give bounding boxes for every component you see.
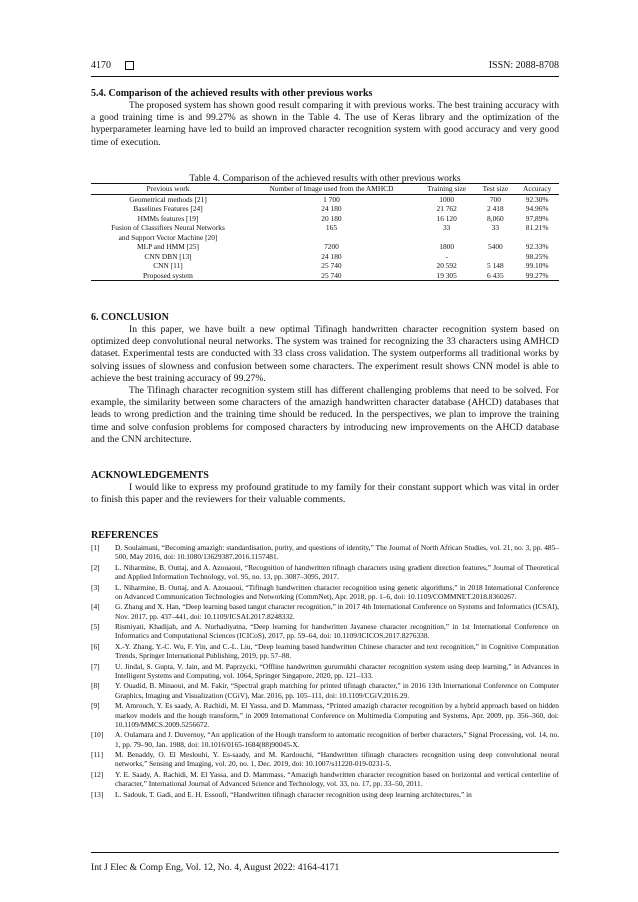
table-cell: 94.96%: [525, 204, 549, 213]
conclusion-heading: 6. CONCLUSION: [91, 312, 169, 323]
table-cell: 97,89%: [525, 213, 549, 223]
reference-text: M. Benaddy, O. El Meslouhi, Y. Es-saady, and M. Kardouchi, “Handwritten tifinagh characters recognition using deep convolutional neural networks,” Sensing and Imaging, vol. 20, no. 1, Dec. 2019, doi: 10.1007/s11220-019-0231-5.: [115, 750, 559, 769]
table-cell: 2 418: [487, 204, 504, 213]
table-cell: [515, 233, 559, 243]
conclusion-body: [91, 324, 559, 446]
table-caption: Table 4. Comparison of the achieved results with other previous works: [189, 173, 461, 184]
table-cell: 92.33%: [525, 242, 549, 251]
table-cell: Proposed system: [91, 271, 245, 281]
reference-number: [7]: [91, 661, 100, 671]
table-cell: 24 180: [321, 204, 342, 213]
table-cell: 98.25%: [525, 251, 549, 261]
comparison-table: [91, 183, 559, 281]
reference-item: [91, 662, 559, 681]
table-cell: 5 148: [487, 261, 504, 270]
table-cell: Baselines Features [24]: [133, 204, 203, 213]
reference-number: [8]: [91, 681, 100, 691]
table-cell: 25 740: [245, 271, 418, 281]
reference-number: [13]: [91, 789, 104, 799]
table-cell: [245, 233, 418, 243]
reference-number: [12]: [91, 769, 104, 779]
table-cell: 7200: [324, 242, 339, 251]
column-header: Accuracy: [515, 184, 559, 195]
reference-text: A. Oulamara and J. Duvernoy, “An application of the Hough transform to automatic recognition of berber characters,” Signal Processing, vol. 14, no. 1, pp. 79–90, Jan. 1988, doi: 10.1016/0165-1684(88)90045-X.: [115, 730, 559, 749]
table-cell: HMMs features [19]: [137, 213, 199, 223]
table-cell: 16 120: [436, 213, 457, 223]
paragraph-text: I would like to express my profound gratitude to my family for their constant support which was vital in order to finish this paper and the reviewers for their valuable comments.: [91, 482, 559, 506]
table-row: [91, 204, 559, 214]
table-cell: 700: [489, 194, 501, 204]
reference-text: Y. E. Saady, A. Rachidi, M. El Yassa, and D. Mammass, “Amazigh handwritten character recognition based on horizontal and vertical centerline of character,” International Journal of Advanced Science and Technology, vol. 33, no. 17, pp. 33–50, 2011.: [115, 769, 559, 789]
acknowledgements-heading: ACKNOWLEDGEMENTS: [91, 470, 209, 481]
reference-item: [91, 770, 559, 789]
table-cell: 92.30%: [525, 194, 549, 204]
table-row: [91, 252, 559, 262]
table-cell: 33: [491, 223, 500, 232]
footer-rule: [91, 852, 559, 853]
reference-text: L. Niharmine, B. Outtaj, and A. Azouaoui, “Recognition of handwritten tifinagh characters using gradient direction features,” Journal of Theoretical and Applied Information Technology, vol. 95, no. 13, pp. 3087–3095, 2017.: [115, 562, 559, 582]
reference-number: [4]: [91, 602, 100, 612]
reference-text: L. Niharmine, B. Outtaj, and A. Azouaoui, “Tifinagh handwritten character recognition using genetic algorithms,” in 2018 International Conference on Advanced Communication Technologies and Networking (CommNet), Apr. 2018, pp. 1–6, doi: 10.1109/COMMNET.2018.8360267.: [115, 582, 559, 601]
page-number: 4170: [91, 60, 111, 71]
paragraph-text: The proposed system has shown good result comparing it with previous works. The best training accuracy with a good training time is and 99.27% as shown in the Table 4. The use of Keras library and the optimization of the hyperparameter learning have led to build an improved character recognition system with good accuracy and very good time of execution.: [91, 100, 559, 148]
table-cell: and Support Vector Machine [20]: [118, 232, 218, 242]
reference-text: D. Soulaimani, “Becoming amazigh: standardisation, purity, and questions of identity,” The Journal of North African Studies, vol. 21, no. 3, pp. 485–500, May 2016, doi: 10.1080/13629387.2016.1157481.: [115, 543, 559, 562]
reference-number: [9]: [91, 701, 100, 711]
reference-item: [91, 642, 559, 661]
reference-text: G. Zhang and X. Han, “Deep learning based tangut character recognition,” in 2017 4th International Conference on Systems and Informatics (ICSAI), Nov. 2017, pp. 437–441, doi: 10.1109/ICSAI.2017.8248332.: [115, 602, 559, 621]
table-cell: 20 592: [436, 261, 457, 270]
reference-item: [91, 563, 559, 582]
reference-text: Y. Ouadid, B. Minaoui, and M. Fakir, “Spectral graph matching for printed tifinagh character,” in 2016 13th International Conference on Computer Graphics, Imaging and Visualization (CGiV), Mar. 2016, pp. 105–111, doi: 10.1109/CGiV.2016.29.: [115, 681, 559, 700]
reference-list: [91, 543, 559, 800]
reference-text: M. Amrouch, Y. Es saady, A. Rachidi, M. El Yassa, and D. Mammass, “Printed amazigh character recognition by a hybrid approach based on hidden markov models and the hough transform,” in 2009 International Conference on Multimedia Computing and Systems, Apr. 2009, pp. 356–360, doi: 10.1109/MMCS.2009.5256672.: [115, 701, 559, 729]
table-row: [91, 194, 559, 204]
table-cell: Fusion of Classifiers Neural Networks: [111, 223, 225, 232]
table-cell: CNN [11]: [153, 261, 183, 270]
reference-number: [5]: [91, 622, 100, 632]
table-cell: 1800: [439, 242, 455, 251]
table-cell: 24 180: [321, 251, 342, 261]
table-cell: 21 762: [436, 204, 457, 213]
reference-number: [6]: [91, 641, 100, 651]
table-cell: 6 435: [475, 271, 515, 281]
reference-item: [91, 701, 559, 729]
section-5-4-paragraph: [91, 100, 559, 149]
checkbox-square-icon: [125, 61, 134, 70]
table-row: [91, 242, 559, 252]
reference-item: [91, 681, 559, 700]
table-cell: 165: [325, 223, 338, 232]
journal-footer: Int J Elec & Comp Eng, Vol. 12, No. 4, August 2022: 4164-4171: [91, 862, 340, 873]
reference-text: U. Jindal, S. Gupta, V. Jain, and M. Paprzycki, “Offline handwritten gurumukhi character recognition system using deep learning,” in Advances in Intelligent Systems and Computing, vol. 1064, Springer Singapore, 2020, pp. 121–133.: [115, 661, 559, 680]
table-cell: 5400: [487, 242, 503, 251]
table-cell: [418, 233, 475, 243]
reference-item: [91, 730, 559, 749]
column-header: Training size: [418, 184, 475, 195]
table-cell: 99.10%: [525, 261, 549, 270]
reference-text: L. Sadouk, T. Gadi, and E. H. Essoufi, “Handwritten tifinagh character recognition using deep learning architectures,” in: [115, 789, 472, 799]
paragraph-text: The Tifinagh character recognition system still has different challenging problems that need to be solved. For example, the similarity between some characters of the amazigh handwritten character database (AHCD) databases that leads to wrong prediction and the training time should be reduced. In the perspectives, we plan to improve the training time and solve confusion problems for composed characters by introducing new improvements on the AHCD database and the CNN architecture.: [91, 385, 559, 445]
acknowledgements-body: [91, 482, 559, 506]
reference-item: [91, 602, 559, 621]
reference-number: [11]: [91, 750, 104, 760]
reference-item: [91, 750, 559, 769]
table-cell: -: [445, 251, 448, 261]
reference-number: [1]: [91, 543, 100, 552]
table-cell: [475, 252, 515, 262]
reference-number: [3]: [91, 582, 100, 592]
table-cell: 33: [442, 223, 451, 232]
reference-item: [91, 543, 559, 562]
table-row: [91, 223, 559, 233]
issn: ISSN: 2088-8708: [488, 60, 559, 71]
table-cell: Geometrical methods [21]: [129, 194, 207, 204]
reference-number: [10]: [91, 730, 104, 740]
reference-text: Rismiyati, Khadijah, and A. Nurhadiyatna, “Deep learning for handwritten Javanese character recognition,” in 1st International Conference on Informatics and Computational Sciences (ICICoS), 2017, pp. 59–64, doi: 10.1109/ICICOS.2017.8276338.: [115, 622, 559, 641]
table-cell: 25 740: [321, 261, 342, 270]
table-cell: 19 305: [418, 271, 475, 281]
references-heading: REFERENCES: [91, 530, 159, 541]
column-header: Test size: [475, 184, 515, 195]
table-cell: 20 180: [321, 213, 342, 223]
table-cell: 81.21%: [525, 223, 549, 232]
reference-item: [91, 622, 559, 641]
table-cell: MLP and HMM [25]: [137, 242, 199, 251]
column-header: Number of Image used from the AMHCD: [245, 184, 418, 195]
table-row: [91, 233, 559, 243]
reference-item: [91, 583, 559, 602]
column-header: Previous work: [91, 184, 245, 195]
table-row: [91, 261, 559, 271]
table-cell: [475, 233, 515, 243]
reference-number: [2]: [91, 562, 100, 572]
table-row: [91, 214, 559, 224]
reference-item: [91, 790, 559, 799]
table-cell: 1 700: [323, 194, 340, 204]
table-cell: 99.27%: [515, 271, 559, 281]
table-cell: 1000: [439, 194, 455, 204]
table-cell: 8,060: [487, 213, 504, 223]
table-header-row: [91, 184, 559, 195]
paragraph-text: In this paper, we have built a new optimal Tifinagh handwritten character recognition system based on optimized deep convolutional neural networks. The system was trained for recognizing the 33 characters using AMHCD dataset. Experimental tests are conducted with 33 class cross validation. The system outperforms all traditional works by solving issues of slowness and confusion between some characters. The experiment result shows CNN model is able to achieve the best training accuracy of 99.27%.: [91, 324, 559, 384]
section-5-4-heading: 5.4. Comparison of the achieved results with other previous works: [91, 88, 373, 99]
table-row: [91, 271, 559, 281]
reference-text: X.-Y. Zhang, Y.-C. Wu, F. Yin, and C.-L. Liu, “Deep learning based handwritten Chinese character and text recognition,” in Cognitive Computation Trends, Springer International Publishing, 2019, pp. 57–88.: [115, 641, 559, 661]
running-header: [91, 60, 559, 71]
header-rule: [91, 76, 559, 77]
table-cell: CNN DBN [13]: [144, 251, 192, 261]
